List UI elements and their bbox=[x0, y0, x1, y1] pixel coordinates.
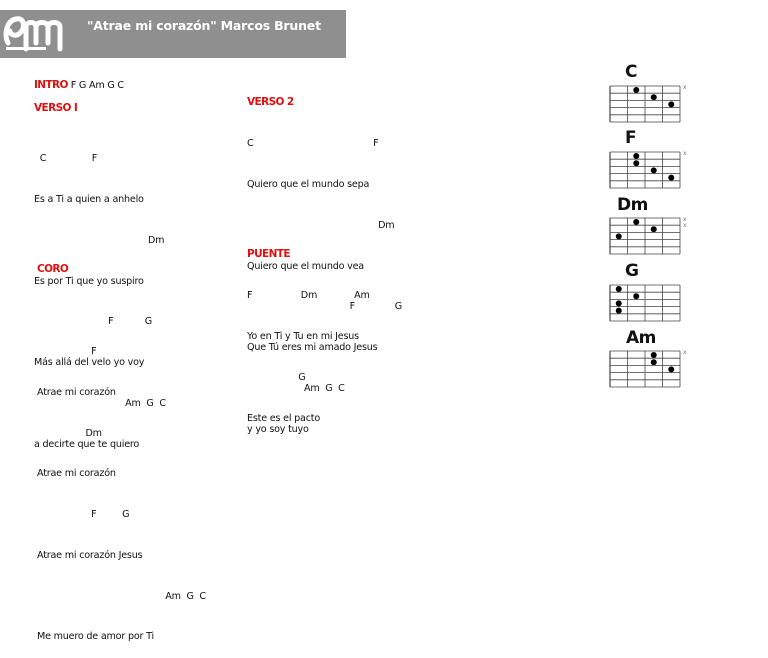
chorus-lines bbox=[37, 277, 206, 658]
lyric-line: Atrae mi corazón Jesus bbox=[37, 549, 143, 561]
lyric-line: Atrae mi corazón bbox=[37, 468, 116, 480]
chord-name-dm: Dm bbox=[617, 195, 648, 215]
chord-diagram-f bbox=[606, 148, 690, 192]
chord-line: Am G C bbox=[247, 382, 345, 394]
muted-string-mark: x bbox=[683, 84, 687, 91]
lyric-line: Quiero que el mundo sepa bbox=[247, 178, 370, 190]
chord-line: Dm bbox=[247, 219, 395, 231]
lyric-line: Me muero de amor por Ti bbox=[37, 631, 154, 643]
finger-dot bbox=[633, 87, 639, 93]
chord-line: F bbox=[37, 345, 97, 357]
chord-line: F G bbox=[34, 316, 152, 328]
chord-name-c: C bbox=[625, 62, 637, 82]
finger-dot bbox=[633, 153, 639, 159]
finger-dot bbox=[651, 94, 657, 100]
chord-name-f: F bbox=[625, 128, 637, 148]
muted-string-mark: x bbox=[683, 349, 687, 356]
verse2-label: VERSO 2 bbox=[247, 96, 294, 108]
lyric-line: Atrae mi corazón bbox=[37, 386, 116, 398]
chord-line: Dm bbox=[37, 427, 102, 439]
chord-line: G bbox=[247, 371, 306, 383]
logo-icon bbox=[2, 13, 70, 55]
lyric-line: Es por Ti que yo suspiro bbox=[34, 275, 144, 287]
finger-dot bbox=[651, 359, 657, 365]
verse1-label: VERSO I bbox=[34, 102, 78, 114]
chord-line: Am G C bbox=[34, 397, 166, 409]
lyric-line: Más allá del velo yo voy bbox=[34, 357, 145, 369]
chord-diagram-c bbox=[606, 82, 690, 126]
song-title: "Atrae mi corazón" Marcos Brunet bbox=[87, 18, 321, 33]
chord-line: C F bbox=[34, 153, 98, 165]
chord-line: Dm bbox=[34, 234, 165, 246]
chord-line bbox=[37, 304, 206, 318]
finger-dot bbox=[616, 286, 622, 292]
finger-dot bbox=[668, 366, 674, 372]
finger-dot bbox=[633, 160, 639, 166]
finger-dot bbox=[668, 175, 674, 181]
lyric-line: Yo en Ti y Tu en mi Jesus bbox=[247, 330, 359, 342]
lyric-line: Este es el pacto bbox=[247, 412, 321, 424]
finger-dot bbox=[633, 219, 639, 225]
chord-line: F G bbox=[37, 509, 130, 521]
finger-dot bbox=[668, 101, 674, 107]
intro-chords: F G Am G C bbox=[70, 80, 124, 91]
finger-dot bbox=[616, 300, 622, 306]
chorus-label: CORO bbox=[37, 263, 69, 275]
chord-line: F Dm Am bbox=[247, 290, 370, 302]
header-banner bbox=[0, 10, 346, 58]
chord-line: C F bbox=[247, 138, 379, 150]
finger-dot bbox=[616, 233, 622, 239]
bridge-label: PUENTE bbox=[247, 248, 290, 260]
chord-name-g: G bbox=[625, 261, 639, 281]
lyric-line: a decirte que te quiero bbox=[34, 438, 140, 450]
muted-string-mark: x bbox=[683, 216, 687, 223]
finger-dot bbox=[651, 352, 657, 358]
lyric-line: y yo soy tuyo bbox=[247, 423, 309, 435]
chord-diagram-dm bbox=[606, 214, 690, 260]
chord-diagram-g bbox=[606, 281, 690, 327]
finger-dot bbox=[616, 308, 622, 314]
bridge-lines bbox=[247, 262, 370, 439]
chord-line: F G bbox=[247, 301, 403, 313]
lyric-line: Que Tú eres mi amado Jesus bbox=[247, 342, 378, 354]
intro-line bbox=[34, 79, 124, 93]
chord-diagram-am bbox=[606, 347, 690, 391]
finger-dot bbox=[651, 167, 657, 173]
finger-dot bbox=[651, 226, 657, 232]
chord-name-am: Am bbox=[626, 328, 656, 348]
muted-string-mark: x bbox=[683, 150, 687, 157]
finger-dot bbox=[633, 293, 639, 299]
lyric-line: Es a Ti a quien a anhelo bbox=[34, 193, 144, 205]
intro-label: INTRO bbox=[34, 79, 68, 91]
chord-line: Am G C bbox=[37, 590, 206, 602]
lyric-line: Quiero que el mundo vea bbox=[247, 260, 364, 272]
muted-string-mark: x bbox=[683, 222, 687, 229]
